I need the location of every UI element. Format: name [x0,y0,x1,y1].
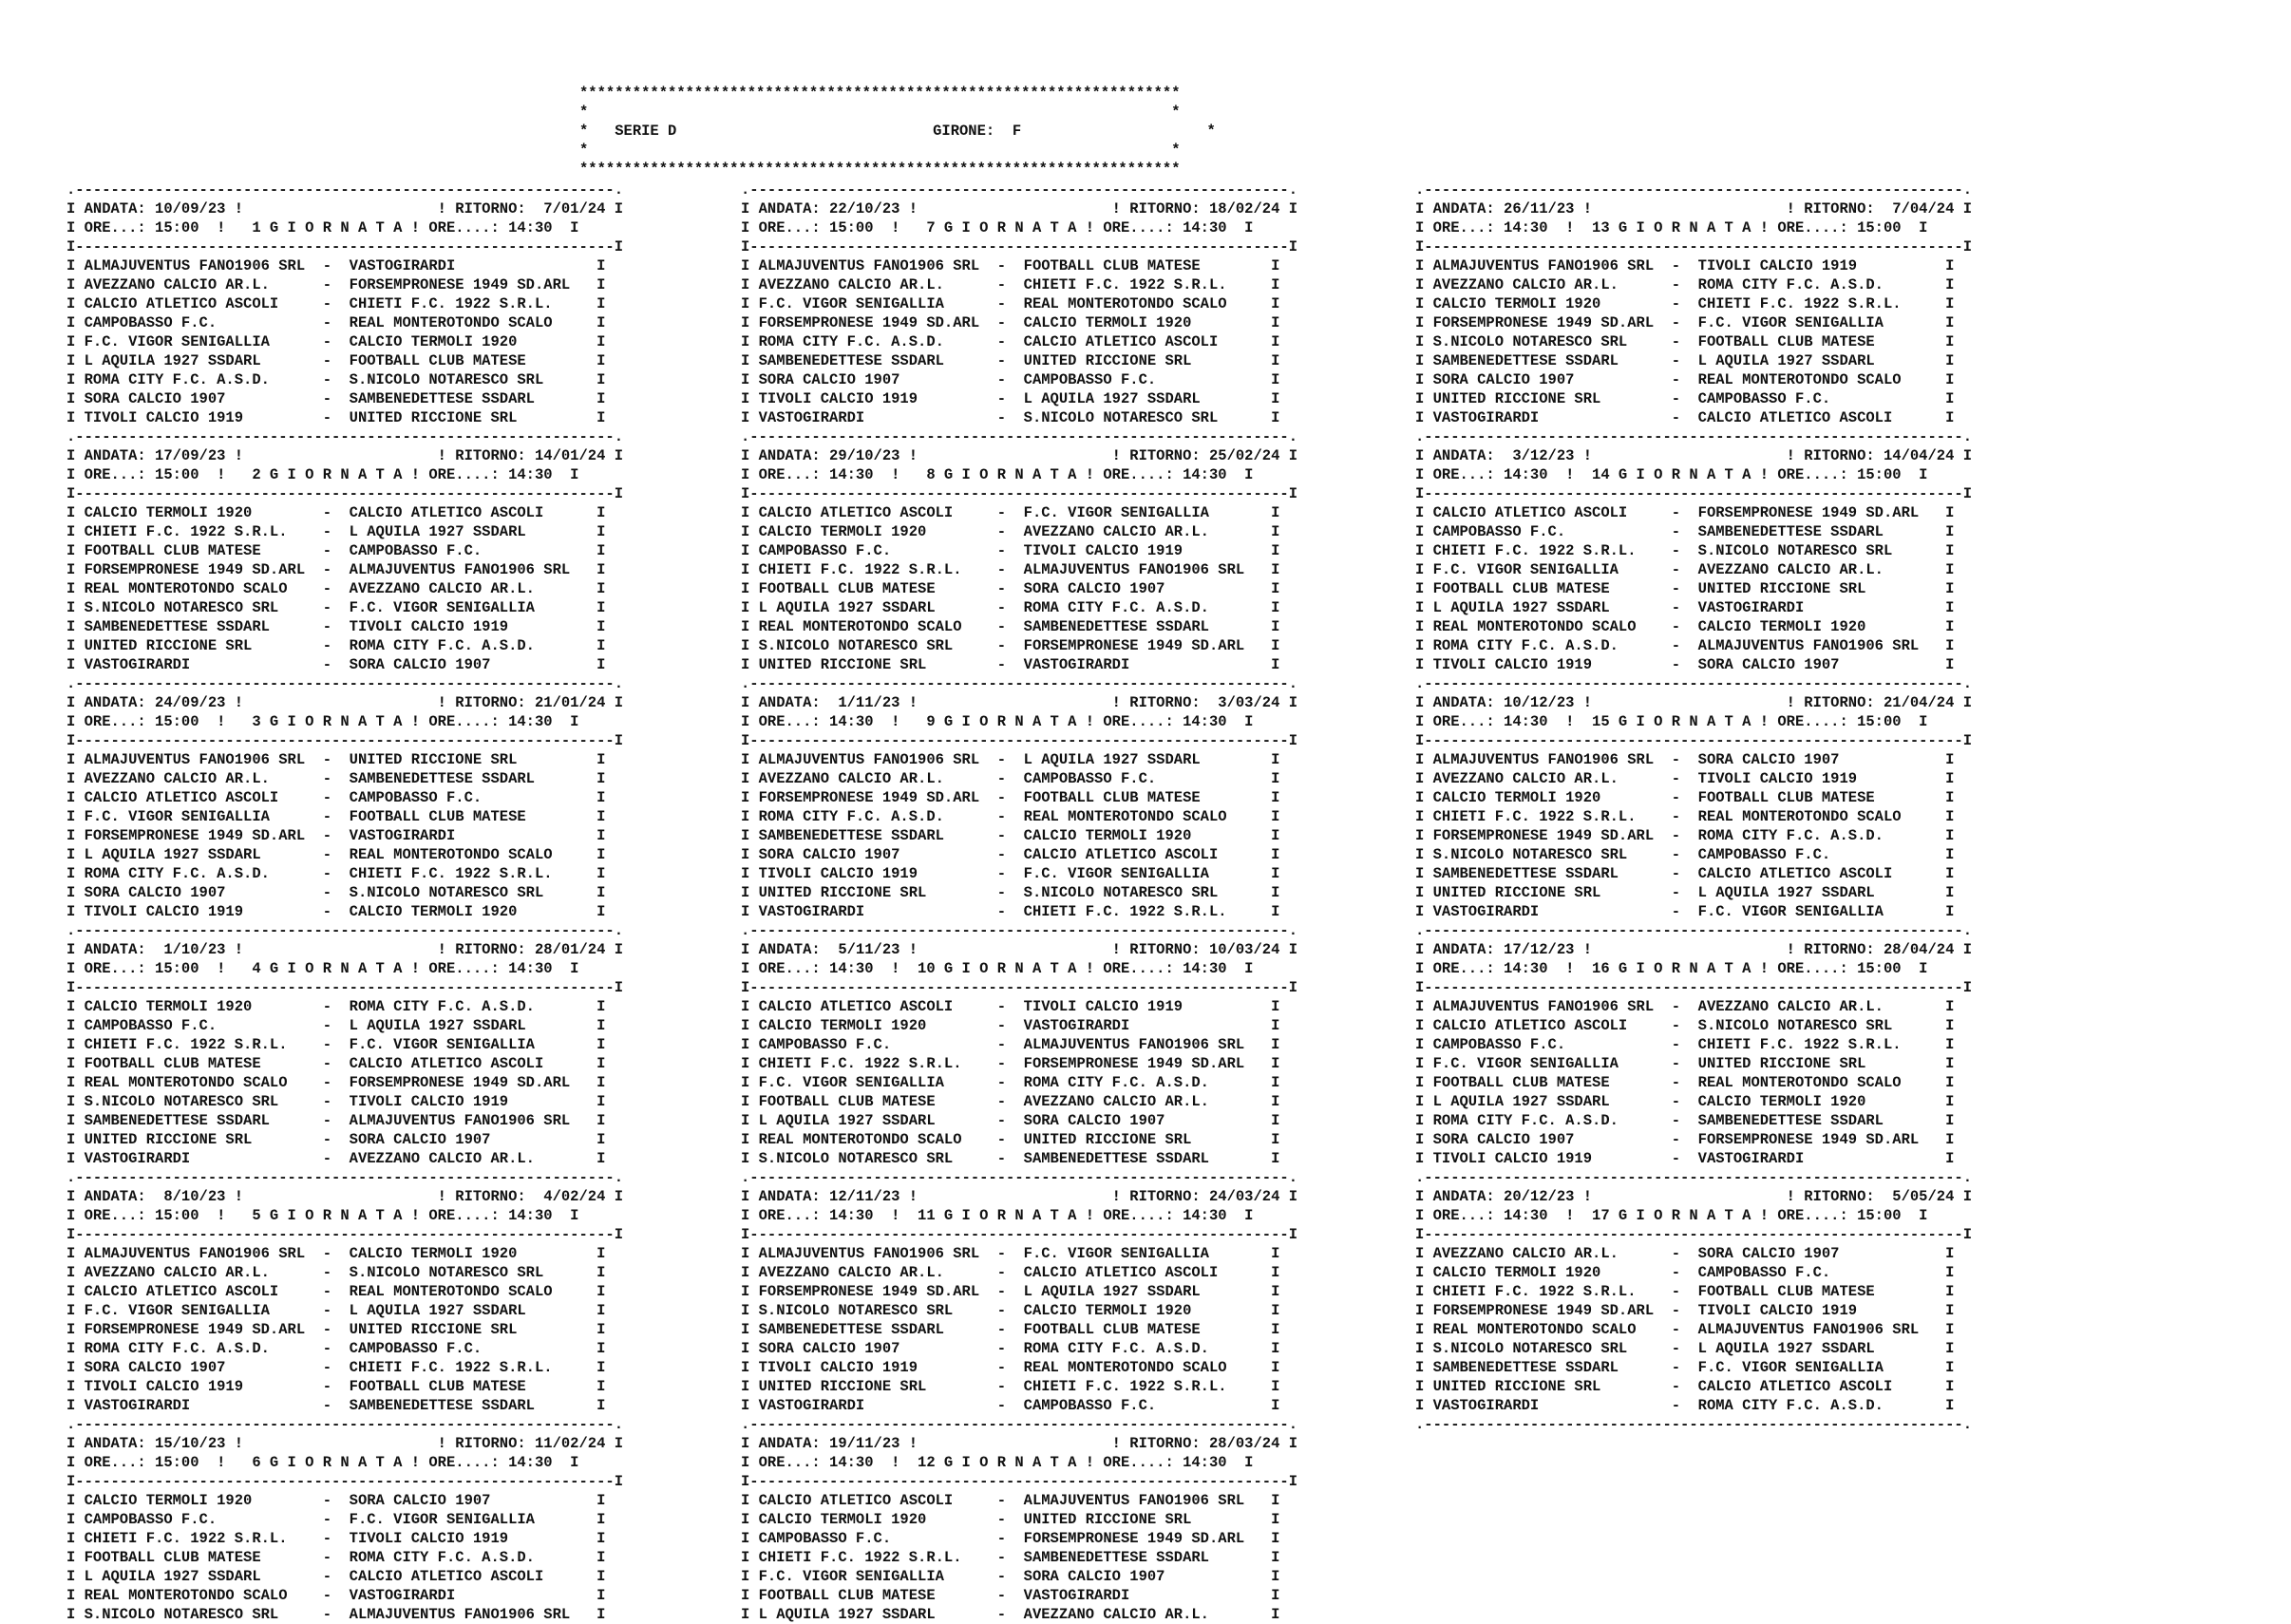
match-row: I VASTOGIRARDI - CHIETI F.C. 1922 S.R.L. I [741,903,1280,920]
match-row: I CAMPOBASSO F.C. - L AQUILA 1927 SSDARL I [66,1017,606,1034]
match-row: I CHIETI F.C. 1922 S.R.L. - ALMAJUVENTUS FANO1906 SRL I [741,561,1280,578]
match-row: I AVEZZANO CALCIO AR.L. - SAMBENEDETTESE SSDARL I [66,770,606,787]
match-row: I CAMPOBASSO F.C. - CHIETI F.C. 1922 S.R.L. I [1415,1036,1955,1053]
match-row: I SAMBENEDETTESE SSDARL - ALMAJUVENTUS FANO1906 SRL I [66,1112,606,1129]
time-line: I ORE...: 14:30 ! 9 G I O R N A T A ! ORE....: 14:30 I [741,713,1254,730]
match-row: I CALCIO TERMOLI 1920 - UNITED RICCIONE SRL I [741,1511,1280,1528]
match-row: I UNITED RICCIONE SRL - CALCIO ATLETICO ASCOLI I [1415,1378,1955,1395]
match-row: I CAMPOBASSO F.C. - SAMBENEDETTESE SSDARL I [1415,523,1955,540]
giornata-9 [741,674,1297,921]
date-line: I ANDATA: 17/09/23 ! ! RITORNO: 14/01/24 I [66,447,623,464]
match-row: I AVEZZANO CALCIO AR.L. - SORA CALCIO 1907 I [1415,1245,1955,1262]
giornata-8 [741,427,1297,674]
match-row: I UNITED RICCIONE SRL - L AQUILA 1927 SSDARL I [1415,884,1955,901]
rule-top: .-------------------------------------------------------------. [741,1416,1297,1433]
match-row: I REAL MONTEROTONDO SCALO - SAMBENEDETTESE SSDARL I [741,618,1280,635]
giornata-10 [741,921,1297,1168]
match-row: I S.NICOLO NOTARESCO SRL - CAMPOBASSO F.C. I [1415,846,1955,863]
banner-border-side: * * [579,142,1181,159]
match-row: I AVEZZANO CALCIO AR.L. - S.NICOLO NOTARESCO SRL I [66,1264,606,1281]
match-row: I ROMA CITY F.C. A.S.D. - CAMPOBASSO F.C. I [66,1340,606,1357]
rule-top: .-------------------------------------------------------------. [66,181,623,198]
rule-top: .-------------------------------------------------------------. [1415,675,1972,692]
match-row: I CAMPOBASSO F.C. - ALMAJUVENTUS FANO1906 SRL I [741,1036,1280,1053]
match-row: I FOOTBALL CLUB MATESE - UNITED RICCIONE SRL I [1415,580,1955,597]
match-row: I L AQUILA 1927 SSDARL - CALCIO TERMOLI 1920 I [1415,1093,1955,1110]
match-row: I SAMBENEDETTESE SSDARL - L AQUILA 1927 SSDARL I [1415,352,1955,369]
match-row: I F.C. VIGOR SENIGALLIA - UNITED RICCIONE SRL I [1415,1055,1955,1072]
date-line: I ANDATA: 3/12/23 ! ! RITORNO: 14/04/24 I [1415,447,1972,464]
match-row: I S.NICOLO NOTARESCO SRL - TIVOLI CALCIO 1919 I [66,1093,606,1110]
match-row: I S.NICOLO NOTARESCO SRL - SAMBENEDETTESE SSDARL I [741,1150,1280,1167]
match-row: I CHIETI F.C. 1922 S.R.L. - SAMBENEDETTESE SSDARL I [741,1549,1280,1566]
giornata-13 [1415,180,1972,427]
match-row: I VASTOGIRARDI - ROMA CITY F.C. A.S.D. I [1415,1397,1955,1414]
match-row: I SORA CALCIO 1907 - CHIETI F.C. 1922 S.R.L. I [66,1359,606,1376]
time-line: I ORE...: 15:00 ! 6 G I O R N A T A ! ORE....: 14:30 I [66,1454,579,1471]
match-row: I CALCIO ATLETICO ASCOLI - ALMAJUVENTUS FANO1906 SRL I [741,1492,1280,1509]
rule-mid: I-------------------------------------------------------------I [741,238,1297,255]
rule-mid: I-------------------------------------------------------------I [741,485,1297,502]
match-row: I S.NICOLO NOTARESCO SRL - ALMAJUVENTUS FANO1906 SRL I [66,1606,606,1623]
match-row: I ROMA CITY F.C. A.S.D. - SAMBENEDETTESE SSDARL I [1415,1112,1955,1129]
match-row: I TIVOLI CALCIO 1919 - FOOTBALL CLUB MATESE I [66,1378,606,1395]
match-row: I ALMAJUVENTUS FANO1906 SRL - F.C. VIGOR SENIGALLIA I [741,1245,1280,1262]
match-row: I ALMAJUVENTUS FANO1906 SRL - CALCIO TERMOLI 1920 I [66,1245,606,1262]
match-row: I SAMBENEDETTESE SSDARL - FOOTBALL CLUB MATESE I [741,1321,1280,1338]
match-row: I SAMBENEDETTESE SSDARL - TIVOLI CALCIO 1919 I [66,618,606,635]
match-row: I FOOTBALL CLUB MATESE - ROMA CITY F.C. A.S.D. I [66,1549,606,1566]
time-line: I ORE...: 14:30 ! 13 G I O R N A T A ! ORE....: 15:00 I [1415,219,1928,236]
match-row: I AVEZZANO CALCIO AR.L. - FORSEMPRONESE 1949 SD.ARL I [66,276,606,293]
schedule-column-1 [66,180,623,1624]
match-row: I S.NICOLO NOTARESCO SRL - FORSEMPRONESE 1949 SD.ARL I [741,637,1280,654]
rule-bottom: .-------------------------------------------------------------. [1415,1416,1972,1433]
giornata-5 [66,1168,623,1415]
match-row: I L AQUILA 1927 SSDARL - VASTOGIRARDI I [1415,599,1955,616]
rule-top: .-------------------------------------------------------------. [66,675,623,692]
match-row: I VASTOGIRARDI - SORA CALCIO 1907 I [66,656,606,673]
banner-border-side: * * [579,104,1181,121]
match-row: I UNITED RICCIONE SRL - S.NICOLO NOTARESCO SRL I [741,884,1280,901]
time-line: I ORE...: 15:00 ! 3 G I O R N A T A ! ORE....: 14:30 I [66,713,579,730]
time-line: I ORE...: 14:30 ! 15 G I O R N A T A ! ORE....: 15:00 I [1415,713,1928,730]
date-line: I ANDATA: 26/11/23 ! ! RITORNO: 7/04/24 I [1415,200,1972,217]
date-line: I ANDATA: 17/12/23 ! ! RITORNO: 28/04/24 I [1415,941,1972,958]
match-row: I REAL MONTEROTONDO SCALO - CALCIO TERMOLI 1920 I [1415,618,1955,635]
rule-top: .-------------------------------------------------------------. [1415,922,1972,939]
match-row: I CALCIO ATLETICO ASCOLI - F.C. VIGOR SENIGALLIA I [741,504,1280,521]
match-row: I ALMAJUVENTUS FANO1906 SRL - TIVOLI CALCIO 1919 I [1415,257,1955,274]
match-row: I CALCIO TERMOLI 1920 - CHIETI F.C. 1922 S.R.L. I [1415,295,1955,312]
rule-top: .-------------------------------------------------------------. [66,922,623,939]
giornata-15 [1415,674,1972,921]
match-row: I REAL MONTEROTONDO SCALO - UNITED RICCIONE SRL I [741,1131,1280,1148]
time-line: I ORE...: 14:30 ! 16 G I O R N A T A ! ORE....: 15:00 I [1415,960,1928,977]
match-row: I FORSEMPRONESE 1949 SD.ARL - ROMA CITY F.C. A.S.D. I [1415,827,1955,844]
rule-top: .-------------------------------------------------------------. [741,922,1297,939]
match-row: I L AQUILA 1927 SSDARL - ROMA CITY F.C. A.S.D. I [741,599,1280,616]
match-row: I TIVOLI CALCIO 1919 - UNITED RICCIONE SRL I [66,409,606,426]
match-row: I CALCIO TERMOLI 1920 - CAMPOBASSO F.C. I [1415,1264,1955,1281]
schedule-column-2 [741,180,1297,1624]
match-row: I UNITED RICCIONE SRL - CHIETI F.C. 1922 S.R.L. I [741,1378,1280,1395]
rule-mid: I-------------------------------------------------------------I [1415,485,1972,502]
rule-mid: I-------------------------------------------------------------I [741,1473,1297,1490]
match-row: I TIVOLI CALCIO 1919 - L AQUILA 1927 SSDARL I [741,390,1280,407]
giornata-4 [66,921,623,1168]
serie-title: SERIE D [615,123,677,140]
rule-mid: I-------------------------------------------------------------I [1415,1226,1972,1243]
match-row: I CALCIO ATLETICO ASCOLI - S.NICOLO NOTARESCO SRL I [1415,1017,1955,1034]
time-line: I ORE...: 15:00 ! 5 G I O R N A T A ! ORE....: 14:30 I [66,1207,579,1224]
match-row: I ROMA CITY F.C. A.S.D. - ALMAJUVENTUS FANO1906 SRL I [1415,637,1955,654]
match-row: I ALMAJUVENTUS FANO1906 SRL - AVEZZANO CALCIO AR.L. I [1415,998,1955,1015]
date-line: I ANDATA: 19/11/23 ! ! RITORNO: 28/03/24 I [741,1435,1297,1452]
rule-top: .-------------------------------------------------------------. [66,428,623,445]
match-row: I TIVOLI CALCIO 1919 - F.C. VIGOR SENIGALLIA I [741,865,1280,882]
match-row: I CALCIO TERMOLI 1920 - ROMA CITY F.C. A.S.D. I [66,998,606,1015]
match-row: I SORA CALCIO 1907 - S.NICOLO NOTARESCO SRL I [66,884,606,901]
date-line: I ANDATA: 10/12/23 ! ! RITORNO: 21/04/24 I [1415,694,1972,711]
rule-mid: I-------------------------------------------------------------I [66,1473,623,1490]
giornata-3 [66,674,623,921]
match-row: I TIVOLI CALCIO 1919 - CALCIO TERMOLI 1920 I [66,903,606,920]
match-row: I CALCIO ATLETICO ASCOLI - CAMPOBASSO F.C. I [66,789,606,806]
date-line: I ANDATA: 15/10/23 ! ! RITORNO: 11/02/24 I [66,1435,623,1452]
match-row: I CALCIO TERMOLI 1920 - CALCIO ATLETICO ASCOLI I [66,504,606,521]
match-row: I S.NICOLO NOTARESCO SRL - L AQUILA 1927 SSDARL I [1415,1340,1955,1357]
rule-top: .-------------------------------------------------------------. [66,1416,623,1433]
giornata-12 [741,1415,1297,1624]
rule-top: .-------------------------------------------------------------. [741,675,1297,692]
match-row: I VASTOGIRARDI - CAMPOBASSO F.C. I [741,1397,1280,1414]
date-line: I ANDATA: 22/10/23 ! ! RITORNO: 18/02/24 I [741,200,1297,217]
match-row: I L AQUILA 1927 SSDARL - SORA CALCIO 1907 I [741,1112,1280,1129]
date-line: I ANDATA: 10/09/23 ! ! RITORNO: 7/01/24 I [66,200,623,217]
match-row: I SORA CALCIO 1907 - SAMBENEDETTESE SSDARL I [66,390,606,407]
giornata-6 [66,1415,623,1624]
match-row: I CALCIO TERMOLI 1920 - VASTOGIRARDI I [741,1017,1280,1034]
match-row: I TIVOLI CALCIO 1919 - SORA CALCIO 1907 I [1415,656,1955,673]
time-line: I ORE...: 14:30 ! 10 G I O R N A T A ! ORE....: 14:30 I [741,960,1254,977]
match-row: I FOOTBALL CLUB MATESE - VASTOGIRARDI I [741,1587,1280,1604]
match-row: I FOOTBALL CLUB MATESE - SORA CALCIO 1907 I [741,580,1280,597]
match-row: I FORSEMPRONESE 1949 SD.ARL - TIVOLI CALCIO 1919 I [1415,1302,1955,1319]
rule-top: .-------------------------------------------------------------. [66,1169,623,1186]
date-line: I ANDATA: 20/12/23 ! ! RITORNO: 5/05/24 I [1415,1188,1972,1205]
match-row: I REAL MONTEROTONDO SCALO - FORSEMPRONESE 1949 SD.ARL I [66,1074,606,1091]
match-row: I FOOTBALL CLUB MATESE - CALCIO ATLETICO ASCOLI I [66,1055,606,1072]
match-row: I FORSEMPRONESE 1949 SD.ARL - VASTOGIRARDI I [66,827,606,844]
match-row: I F.C. VIGOR SENIGALLIA - CALCIO TERMOLI 1920 I [66,333,606,350]
match-row: I S.NICOLO NOTARESCO SRL - CALCIO TERMOLI 1920 I [741,1302,1280,1319]
match-row: I SAMBENEDETTESE SSDARL - UNITED RICCIONE SRL I [741,352,1280,369]
rule-top: .-------------------------------------------------------------. [1415,181,1972,198]
girone-value: F [1012,123,1022,140]
match-row: I CALCIO TERMOLI 1920 - SORA CALCIO 1907 I [66,1492,606,1509]
date-line: I ANDATA: 5/11/23 ! ! RITORNO: 10/03/24 I [741,941,1297,958]
match-row: I ALMAJUVENTUS FANO1906 SRL - L AQUILA 1927 SSDARL I [741,751,1280,768]
rule-mid: I-------------------------------------------------------------I [66,485,623,502]
match-row: I VASTOGIRARDI - CALCIO ATLETICO ASCOLI I [1415,409,1955,426]
giornata-2 [66,427,623,674]
match-row: I S.NICOLO NOTARESCO SRL - F.C. VIGOR SENIGALLIA I [66,599,606,616]
match-row: I FORSEMPRONESE 1949 SD.ARL - CALCIO TERMOLI 1920 I [741,314,1280,331]
match-row: I F.C. VIGOR SENIGALLIA - AVEZZANO CALCIO AR.L. I [1415,561,1955,578]
match-row: I UNITED RICCIONE SRL - VASTOGIRARDI I [741,656,1280,673]
match-row: I FORSEMPRONESE 1949 SD.ARL - FOOTBALL CLUB MATESE I [741,789,1280,806]
match-row: I F.C. VIGOR SENIGALLIA - L AQUILA 1927 SSDARL I [66,1302,606,1319]
rule-top: .-------------------------------------------------------------. [741,181,1297,198]
match-row: I AVEZZANO CALCIO AR.L. - ROMA CITY F.C. A.S.D. I [1415,276,1955,293]
match-row: I CAMPOBASSO F.C. - REAL MONTEROTONDO SCALO I [66,314,606,331]
girone-label: GIRONE: [933,123,995,140]
rule-mid: I-------------------------------------------------------------I [66,1226,623,1243]
match-row: I VASTOGIRARDI - S.NICOLO NOTARESCO SRL I [741,409,1280,426]
date-line: I ANDATA: 8/10/23 ! ! RITORNO: 4/02/24 I [66,1188,623,1205]
match-row: I FOOTBALL CLUB MATESE - AVEZZANO CALCIO AR.L. I [741,1093,1280,1110]
match-row: I S.NICOLO NOTARESCO SRL - FOOTBALL CLUB MATESE I [1415,333,1955,350]
date-line: I ANDATA: 24/09/23 ! ! RITORNO: 21/01/24 I [66,694,623,711]
time-line: I ORE...: 15:00 ! 2 G I O R N A T A ! ORE....: 14:30 I [66,466,579,483]
match-row: I F.C. VIGOR SENIGALLIA - ROMA CITY F.C. A.S.D. I [741,1074,1280,1091]
match-row: I CALCIO ATLETICO ASCOLI - FORSEMPRONESE 1949 SD.ARL I [1415,504,1955,521]
rule-mid: I-------------------------------------------------------------I [1415,979,1972,996]
match-row: I L AQUILA 1927 SSDARL - CALCIO ATLETICO ASCOLI I [66,1568,606,1585]
rule-top: .-------------------------------------------------------------. [741,1169,1297,1186]
date-line: I ANDATA: 29/10/23 ! ! RITORNO: 25/02/24 I [741,447,1297,464]
match-row: I F.C. VIGOR SENIGALLIA - REAL MONTEROTONDO SCALO I [741,295,1280,312]
match-row: I CALCIO TERMOLI 1920 - AVEZZANO CALCIO AR.L. I [741,523,1280,540]
banner-border-bottom: ******************************************************************** [579,161,1181,178]
time-line: I ORE...: 14:30 ! 11 G I O R N A T A ! ORE....: 14:30 I [741,1207,1254,1224]
match-row: I CHIETI F.C. 1922 S.R.L. - REAL MONTEROTONDO SCALO I [1415,808,1955,825]
match-row: I CHIETI F.C. 1922 S.R.L. - F.C. VIGOR SENIGALLIA I [66,1036,606,1053]
match-row: I FORSEMPRONESE 1949 SD.ARL - ALMAJUVENTUS FANO1906 SRL I [66,561,606,578]
match-row: I CHIETI F.C. 1922 S.R.L. - L AQUILA 1927 SSDARL I [66,523,606,540]
rule-top: .-------------------------------------------------------------. [741,428,1297,445]
match-row: I ROMA CITY F.C. A.S.D. - REAL MONTEROTONDO SCALO I [741,808,1280,825]
match-row: I CAMPOBASSO F.C. - TIVOLI CALCIO 1919 I [741,542,1280,559]
match-row: I CHIETI F.C. 1922 S.R.L. - FOOTBALL CLUB MATESE I [1415,1283,1955,1300]
match-row: I VASTOGIRARDI - F.C. VIGOR SENIGALLIA I [1415,903,1955,920]
match-row: I UNITED RICCIONE SRL - CAMPOBASSO F.C. I [1415,390,1955,407]
match-row: I CALCIO ATLETICO ASCOLI - REAL MONTEROTONDO SCALO I [66,1283,606,1300]
match-row: I SORA CALCIO 1907 - CALCIO ATLETICO ASCOLI I [741,846,1280,863]
match-row: I TIVOLI CALCIO 1919 - VASTOGIRARDI I [1415,1150,1955,1167]
rule-mid: I-------------------------------------------------------------I [741,1226,1297,1243]
match-row: I CHIETI F.C. 1922 S.R.L. - FORSEMPRONESE 1949 SD.ARL I [741,1055,1280,1072]
match-row: I FORSEMPRONESE 1949 SD.ARL - F.C. VIGOR SENIGALLIA I [1415,314,1955,331]
rule-mid: I-------------------------------------------------------------I [1415,732,1972,749]
match-row: I SORA CALCIO 1907 - FORSEMPRONESE 1949 SD.ARL I [1415,1131,1955,1148]
match-row: I F.C. VIGOR SENIGALLIA - SORA CALCIO 1907 I [741,1568,1280,1585]
banner-title-line: * SERIE D GIRONE: F * [579,123,1216,140]
banner-border-top: ******************************************************************** [579,85,1181,102]
match-row: I FORSEMPRONESE 1949 SD.ARL - L AQUILA 1927 SSDARL I [741,1283,1280,1300]
time-line: I ORE...: 14:30 ! 12 G I O R N A T A ! ORE....: 14:30 I [741,1454,1254,1471]
time-line: I ORE...: 14:30 ! 17 G I O R N A T A ! ORE....: 15:00 I [1415,1207,1928,1224]
match-row: I CALCIO ATLETICO ASCOLI - TIVOLI CALCIO 1919 I [741,998,1280,1015]
match-row: I CALCIO ATLETICO ASCOLI - CHIETI F.C. 1922 S.R.L. I [66,295,606,312]
match-row: I VASTOGIRARDI - AVEZZANO CALCIO AR.L. I [66,1150,606,1167]
giornata-1 [66,180,623,427]
match-row: I REAL MONTEROTONDO SCALO - VASTOGIRARDI I [66,1587,606,1604]
rule-mid: I-------------------------------------------------------------I [66,732,623,749]
match-row: I REAL MONTEROTONDO SCALO - AVEZZANO CALCIO AR.L. I [66,580,606,597]
date-line: I ANDATA: 12/11/23 ! ! RITORNO: 24/03/24 I [741,1188,1297,1205]
match-row: I L AQUILA 1927 SSDARL - FOOTBALL CLUB MATESE I [66,352,606,369]
match-row: I AVEZZANO CALCIO AR.L. - CAMPOBASSO F.C. I [741,770,1280,787]
match-row: I REAL MONTEROTONDO SCALO - ALMAJUVENTUS FANO1906 SRL I [1415,1321,1955,1338]
match-row: I AVEZZANO CALCIO AR.L. - TIVOLI CALCIO 1919 I [1415,770,1955,787]
time-line: I ORE...: 15:00 ! 7 G I O R N A T A ! ORE....: 14:30 I [741,219,1254,236]
date-line: I ANDATA: 1/10/23 ! ! RITORNO: 28/01/24 I [66,941,623,958]
rule-mid: I-------------------------------------------------------------I [741,732,1297,749]
schedule-column-3 [1415,180,1972,1434]
match-row: I UNITED RICCIONE SRL - SORA CALCIO 1907 I [66,1131,606,1148]
time-line: I ORE...: 15:00 ! 1 G I O R N A T A ! ORE....: 14:30 I [66,219,579,236]
match-row: I ROMA CITY F.C. A.S.D. - S.NICOLO NOTARESCO SRL I [66,371,606,388]
match-row: I CAMPOBASSO F.C. - FORSEMPRONESE 1949 SD.ARL I [741,1530,1280,1547]
match-row: I SORA CALCIO 1907 - ROMA CITY F.C. A.S.D. I [741,1340,1280,1357]
title-banner [579,84,1216,179]
match-row: I SORA CALCIO 1907 - REAL MONTEROTONDO SCALO I [1415,371,1955,388]
match-row: I SAMBENEDETTESE SSDARL - CALCIO TERMOLI 1920 I [741,827,1280,844]
match-row: I L AQUILA 1927 SSDARL - REAL MONTEROTONDO SCALO I [66,846,606,863]
match-row: I CHIETI F.C. 1922 S.R.L. - TIVOLI CALCIO 1919 I [66,1530,606,1547]
rule-top: .-------------------------------------------------------------. [1415,428,1972,445]
time-line: I ORE...: 14:30 ! 14 G I O R N A T A ! ORE....: 15:00 I [1415,466,1928,483]
giornata-14 [1415,427,1972,674]
match-row: I SORA CALCIO 1907 - CAMPOBASSO F.C. I [741,371,1280,388]
giornata-16 [1415,921,1972,1168]
match-row: I FOOTBALL CLUB MATESE - CAMPOBASSO F.C. I [66,542,606,559]
match-row: I ALMAJUVENTUS FANO1906 SRL - FOOTBALL CLUB MATESE I [741,257,1280,274]
match-row: I UNITED RICCIONE SRL - ROMA CITY F.C. A.S.D. I [66,637,606,654]
match-row: I ROMA CITY F.C. A.S.D. - CHIETI F.C. 1922 S.R.L. I [66,865,606,882]
match-row: I L AQUILA 1927 SSDARL - AVEZZANO CALCIO AR.L. I [741,1606,1280,1623]
match-row: I CHIETI F.C. 1922 S.R.L. - S.NICOLO NOTARESCO SRL I [1415,542,1955,559]
rule-mid: I-------------------------------------------------------------I [66,238,623,255]
match-row: I SAMBENEDETTESE SSDARL - F.C. VIGOR SENIGALLIA I [1415,1359,1955,1376]
time-line: I ORE...: 15:00 ! 4 G I O R N A T A ! ORE....: 14:30 I [66,960,579,977]
date-line: I ANDATA: 1/11/23 ! ! RITORNO: 3/03/24 I [741,694,1297,711]
match-row: I CALCIO TERMOLI 1920 - FOOTBALL CLUB MATESE I [1415,789,1955,806]
rule-mid: I-------------------------------------------------------------I [741,979,1297,996]
match-row: I SAMBENEDETTESE SSDARL - CALCIO ATLETICO ASCOLI I [1415,865,1955,882]
match-row: I FOOTBALL CLUB MATESE - REAL MONTEROTONDO SCALO I [1415,1074,1955,1091]
giornata-7 [741,180,1297,427]
match-row: I ROMA CITY F.C. A.S.D. - CALCIO ATLETICO ASCOLI I [741,333,1280,350]
match-row: I VASTOGIRARDI - SAMBENEDETTESE SSDARL I [66,1397,606,1414]
rule-mid: I-------------------------------------------------------------I [1415,238,1972,255]
giornata-17 [1415,1168,1972,1434]
match-row: I AVEZZANO CALCIO AR.L. - CALCIO ATLETICO ASCOLI I [741,1264,1280,1281]
match-row: I ALMAJUVENTUS FANO1906 SRL - SORA CALCIO 1907 I [1415,751,1955,768]
rule-mid: I-------------------------------------------------------------I [66,979,623,996]
match-row: I F.C. VIGOR SENIGALLIA - FOOTBALL CLUB MATESE I [66,808,606,825]
match-row: I AVEZZANO CALCIO AR.L. - CHIETI F.C. 1922 S.R.L. I [741,276,1280,293]
match-row: I TIVOLI CALCIO 1919 - REAL MONTEROTONDO SCALO I [741,1359,1280,1376]
rule-top: .-------------------------------------------------------------. [1415,1169,1972,1186]
match-row: I ALMAJUVENTUS FANO1906 SRL - UNITED RICCIONE SRL I [66,751,606,768]
match-row: I ALMAJUVENTUS FANO1906 SRL - VASTOGIRARDI I [66,257,606,274]
match-row: I CAMPOBASSO F.C. - F.C. VIGOR SENIGALLIA I [66,1511,606,1528]
time-line: I ORE...: 14:30 ! 8 G I O R N A T A ! ORE....: 14:30 I [741,466,1254,483]
match-row: I FORSEMPRONESE 1949 SD.ARL - UNITED RICCIONE SRL I [66,1321,606,1338]
giornata-11 [741,1168,1297,1415]
